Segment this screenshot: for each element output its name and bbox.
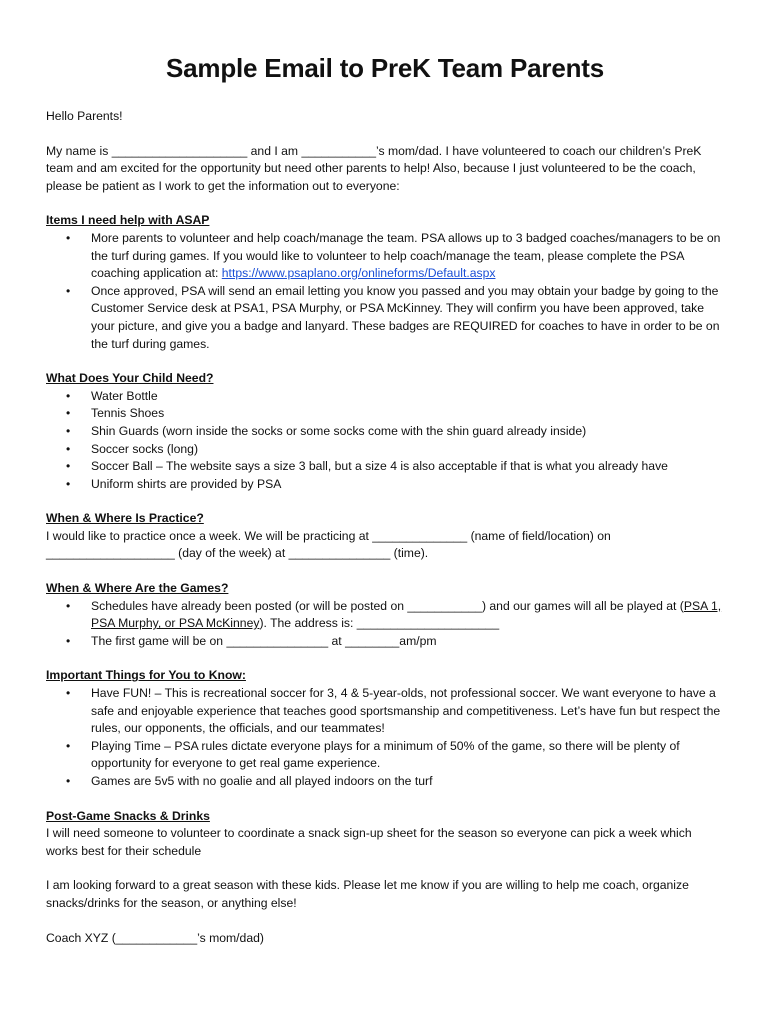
list-item (46, 738, 724, 773)
bullet-icon: • (66, 423, 71, 438)
bullet-icon: • (66, 441, 71, 456)
bullet-icon: • (66, 633, 71, 648)
list-item (46, 685, 724, 738)
needs-list (46, 388, 724, 494)
bullet-icon: • (66, 406, 71, 421)
bullet-icon: • (66, 388, 71, 403)
games-item-1-after: ). The address is: _____________________ (259, 616, 500, 631)
bullet-icon: • (66, 686, 71, 701)
asap-heading: Items I need help with ASAP (46, 213, 210, 228)
bullet-icon: • (66, 598, 71, 613)
document-title: Sample Email to PreK Team Parents (166, 53, 604, 83)
greeting: Hello Parents! (46, 109, 123, 123)
list-item (46, 441, 724, 459)
important-item-text: Have FUN! – This is recreational soccer for 3, 4 & 5-year-olds, not professional soccer. We want everyone to have a safe and enjoyable experience that teaches good sportsmanship and competitiveness. Let’s have fun but respect the rules, our opponents, the officials, and our teammates! (91, 686, 721, 736)
list-item (46, 230, 724, 283)
bullet-icon: • (66, 459, 71, 474)
list-item (46, 458, 724, 476)
snacks-heading: Post-Game Snacks & Drinks (46, 808, 210, 823)
games-locations: PSA 1, PSA Murphy, or PSA McKinney (91, 598, 722, 631)
needs-item-text: Uniform shirts are provided by PSA (91, 476, 282, 491)
practice-heading: When & Where Is Practice? (46, 511, 204, 526)
list-item (46, 598, 724, 633)
asap-item-1-text: More parents to volunteer and help coach/manage the team. PSA allows up to 3 badged coaches/managers to be on the turf during games. If you would like to volunteer to help coach/manage the team, please complete the PSA coaching application at: (91, 230, 721, 281)
bullet-icon: • (66, 738, 71, 753)
list-item (46, 423, 724, 441)
asap-list (46, 230, 724, 353)
bullet-icon: • (66, 230, 71, 245)
list-item (46, 388, 724, 406)
list-item (46, 476, 724, 494)
needs-item-text: Tennis Shoes (91, 406, 165, 421)
coaching-application-link[interactable]: https://www.psaplano.org/onlineforms/Default.aspx (221, 266, 496, 281)
games-item-1-before: Schedules have already been posted (or will be posted on ___________) and our games will all be played at ( (91, 598, 684, 613)
list-item (46, 633, 724, 651)
intro-paragraph: My name is ____________________ and I am ___________’s mom/dad. I have volunteered to coach our children’s PreK team and am excited for the opportunity but need other parents to help! Also, because I just volunteered to be the coach, please be patient as I work to get the information out to everyone: (46, 143, 702, 193)
games-list (46, 598, 724, 651)
list-item (46, 283, 724, 353)
bullet-icon: • (66, 774, 71, 788)
important-item-text: Games are 5v5 with no goalie and all played indoors on the turf (91, 774, 433, 788)
games-heading: When & Where Are the Games? (46, 581, 229, 596)
signature: Coach XYZ (____________’s mom/dad) (46, 930, 264, 945)
closing-paragraph: I am looking forward to a great season with these kids. Please let me know if you are willing to help me coach, organize snacks/drinks for the season, or anything else! (46, 878, 689, 910)
needs-item-text: Shin Guards (worn inside the socks or some socks come with the shin guard already inside) (91, 423, 587, 438)
list-item (46, 405, 724, 423)
games-item-2-text: The first game will be on _______________ at ________am/pm (91, 633, 437, 648)
important-item-text: Playing Time – PSA rules dictate everyone plays for a minimum of 50% of the game, so there will be plenty of opportunity for everyone to get real game experience. (91, 738, 680, 771)
needs-item-text: Water Bottle (91, 388, 158, 403)
bullet-icon: • (66, 476, 71, 491)
bullet-icon: • (66, 283, 71, 298)
needs-heading: What Does Your Child Need? (46, 371, 214, 386)
needs-item-text: Soccer socks (long) (91, 441, 199, 456)
needs-item-text: Soccer Ball – The website says a size 3 ball, but a size 4 is also acceptable if that is what you already have (91, 459, 668, 474)
practice-paragraph: I would like to practice once a week. We will be practicing at ______________ (name of field/location) on ___________________ (day of the week) at _______________ (time). (46, 528, 611, 561)
asap-item-2-text: Once approved, PSA will send an email letting you know you passed and you may obtain your badge by going to the Customer Service desk at PSA1, PSA Murphy, or PSA McKinney. They will confirm you have been approved, take your picture, and give you a badge and lanyard. These badges are REQUIRED for coaches to have in order to be on the turf during games. (91, 283, 720, 351)
list-item (46, 773, 724, 791)
important-heading: Important Things for You to Know: (46, 668, 246, 683)
important-list (46, 685, 724, 791)
snacks-paragraph: I will need someone to volunteer to coordinate a snack sign-up sheet for the season so everyone can pick a week which works best for their schedule (46, 826, 692, 858)
